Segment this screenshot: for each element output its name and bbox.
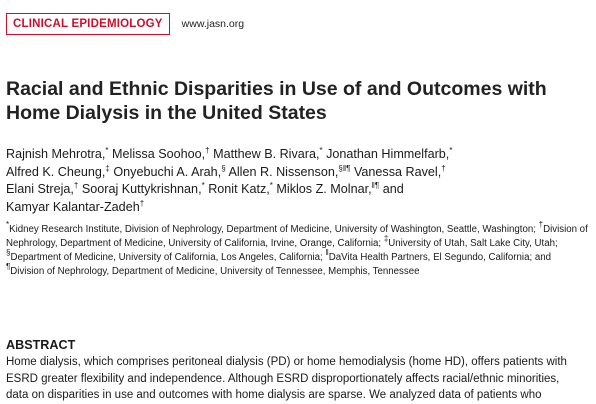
author: Elani Streja,† [6, 181, 79, 196]
author: Jonathan Himmelfarb,* [326, 146, 453, 161]
affiliation: ¶Division of Nephrology, Department of Medicine, University of Tennessee, Memphis, Tennessee [6, 262, 420, 277]
abstract-line: data on disparities in use and outcomes with home dialysis are sparse. We analyzed data of patients who [6, 389, 542, 401]
affiliations [6, 220, 591, 279]
author: Onyebuchi A. Arah,§ [113, 163, 226, 179]
author: Matthew B. Rivara,* [213, 146, 323, 161]
abstract-heading: ABSTRACT [6, 338, 76, 352]
author-conjunction: and [382, 182, 404, 196]
author: Rajnish Mehrotra,* [6, 146, 109, 161]
section-tag: CLINICAL EPIDEMIOLOGY [6, 13, 170, 35]
journal-header [6, 13, 244, 35]
author: Vanessa Ravel,† [353, 163, 446, 179]
author: Miklos Z. Molnar,‖¶ [276, 181, 380, 196]
author: Ronit Katz,* [208, 181, 273, 196]
article-title: Racial and Ethnic Disparities in Use of and Outcomes with Home Dialysis in the United States [6, 78, 547, 124]
affiliation: ‡University of Utah, Salt Lake City, Utah; [383, 234, 558, 249]
author: Melissa Soohoo,† [112, 146, 210, 161]
journal-url[interactable]: www.jasn.org [181, 18, 245, 30]
affiliation: ‖DaVita Health Partners, El Segundo, California; and [325, 248, 552, 263]
affiliation: §Department of Medicine, University of California, Los Angeles, California; [6, 248, 323, 263]
author: Allen R. Nissenson,§‖¶ [228, 163, 351, 179]
author: Sooraj Kuttykrishnan,* [81, 181, 205, 196]
author: Alfred K. Cheung,‡ [6, 163, 110, 179]
abstract-text [6, 354, 591, 404]
author-list [6, 146, 591, 216]
affiliation: †Division of Nephrology, Department of Medicine, University of California, Irvine, Orange, California; [6, 220, 588, 249]
abstract-line: Home dialysis, which comprises peritoneal dialysis (PD) or home hemodialysis (home HD), offers patients with [6, 356, 567, 368]
affiliation: *Kidney Research Institute, Division of Nephrology, Department of Medicine, University of Washington, Seattle, Washington; [6, 220, 536, 235]
author: Kamyar Kalantar-Zadeh† [6, 198, 145, 214]
abstract-line: ESRD greater flexibility and independence. Although ESRD disproportionately affects racial/ethnic minorities, [6, 372, 560, 385]
